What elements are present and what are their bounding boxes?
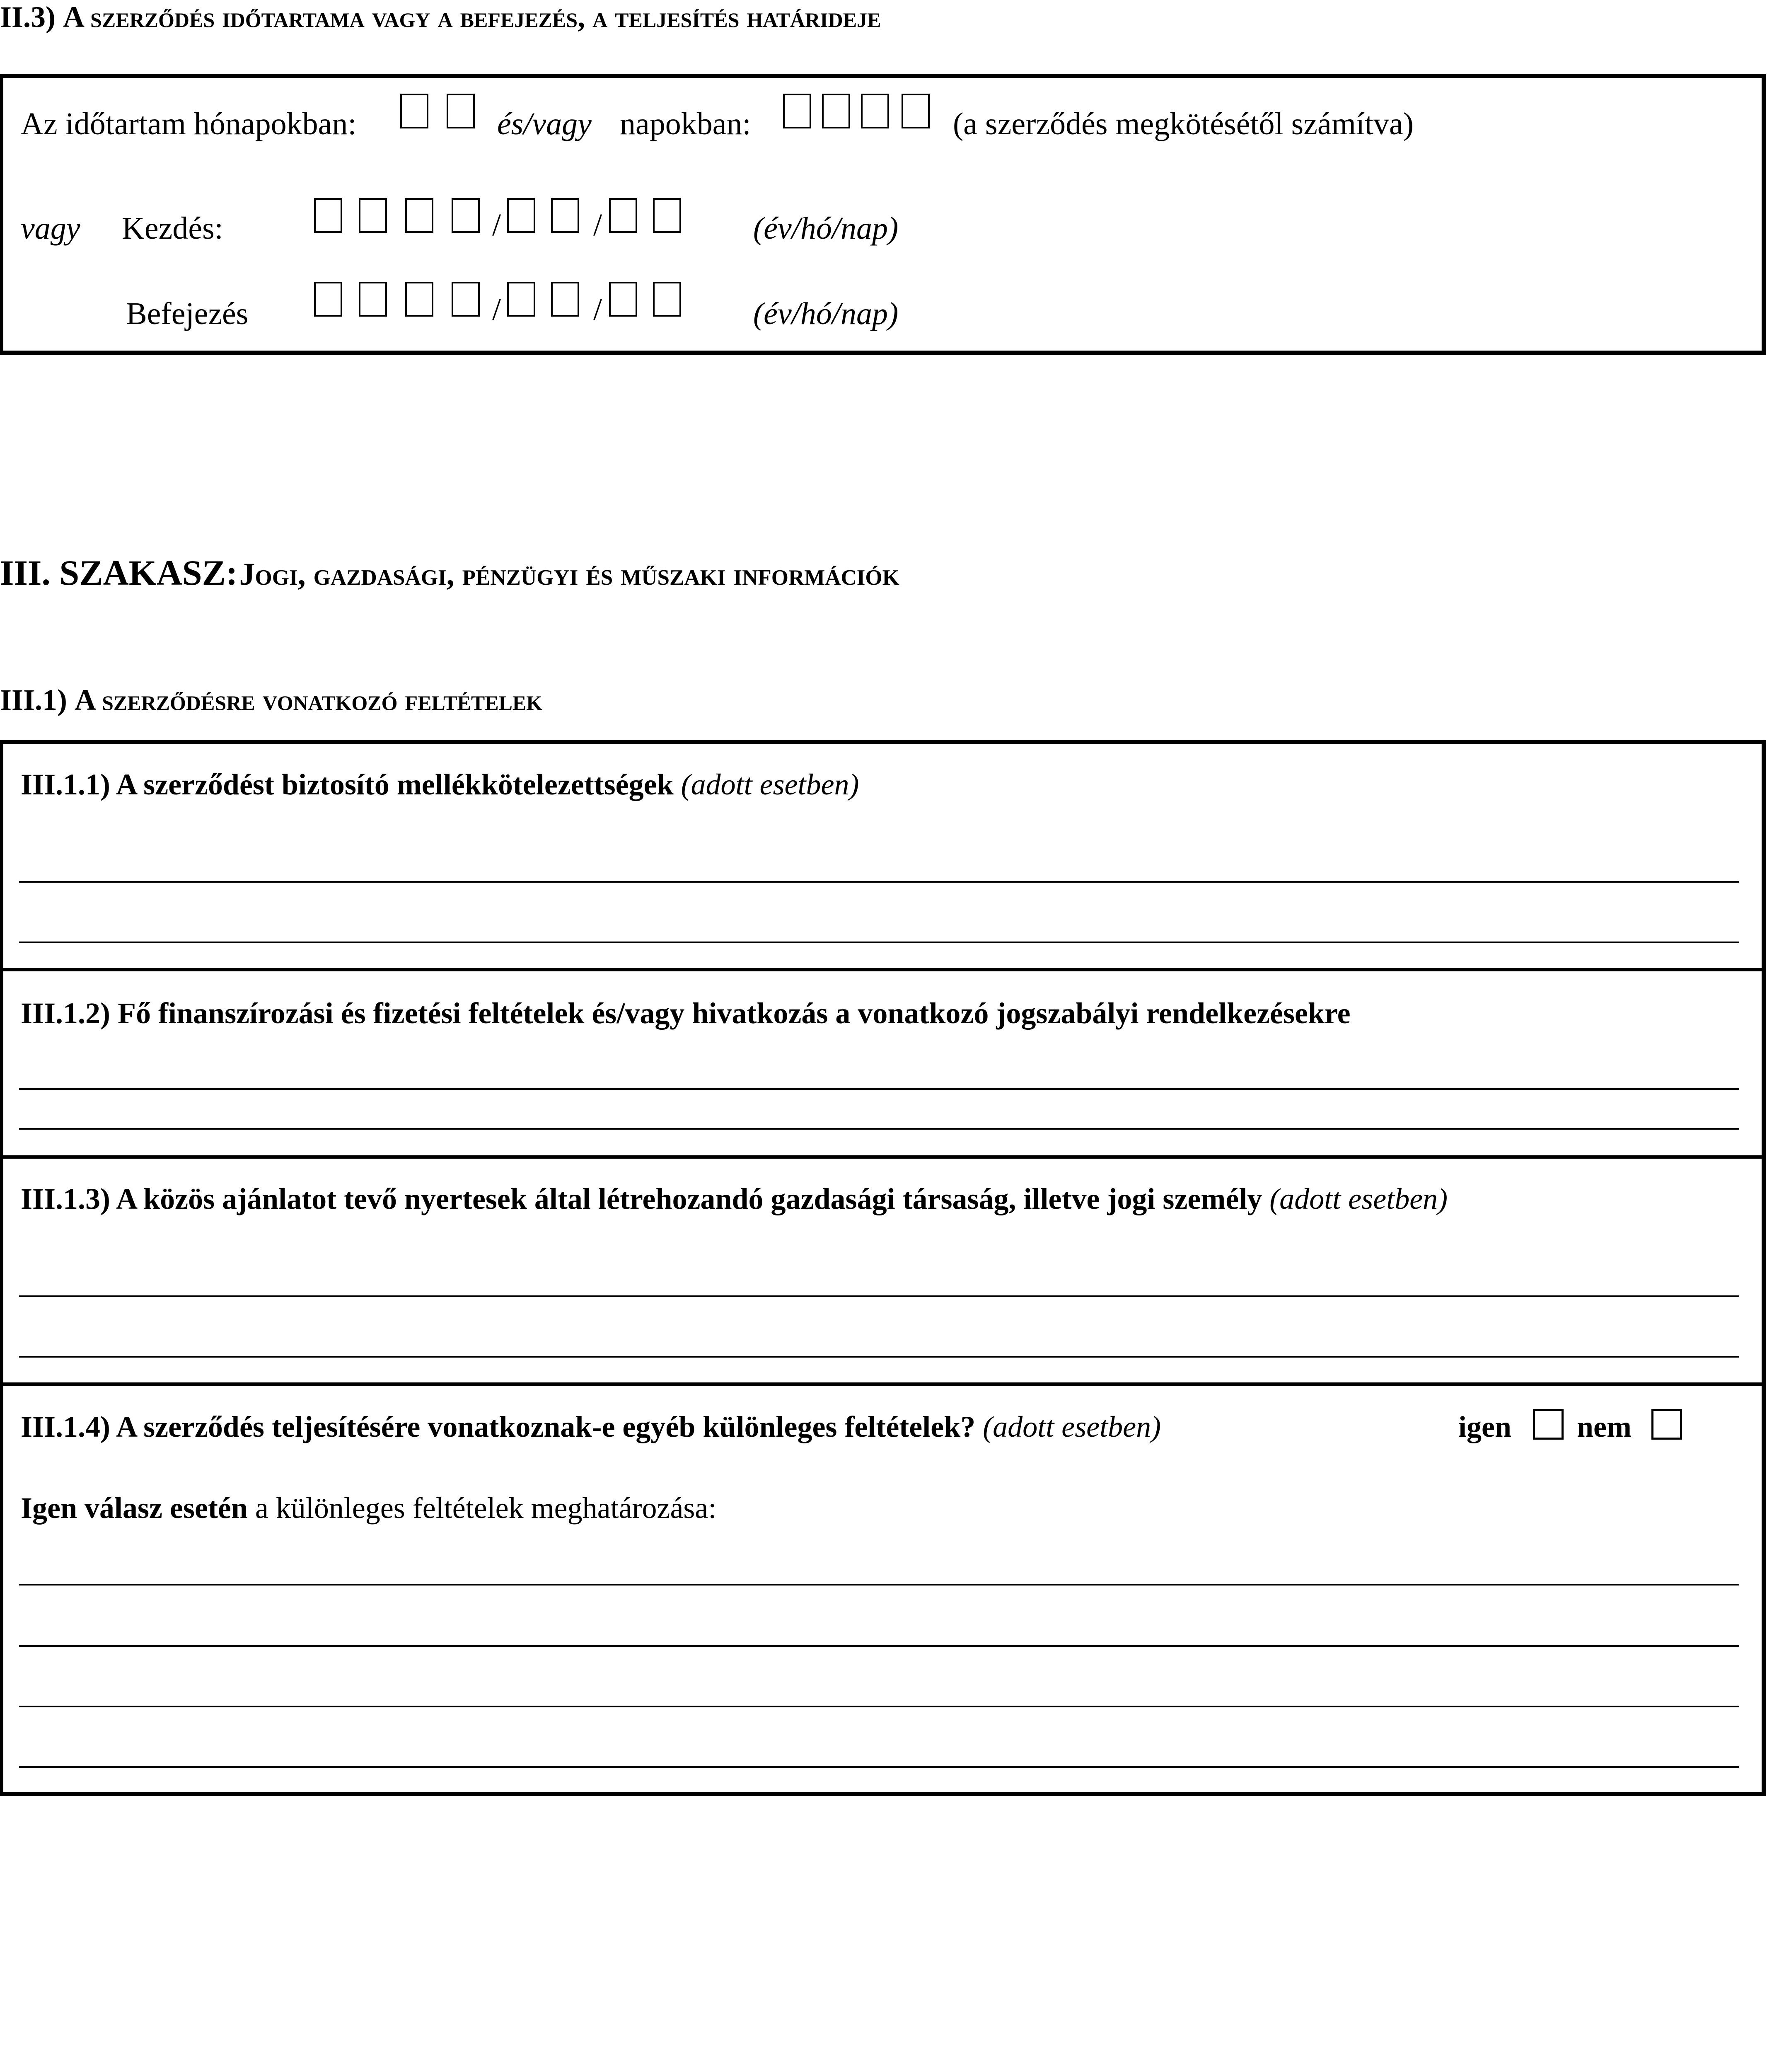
section-divider-2 [0, 1155, 1766, 1159]
answer-line[interactable] [19, 1584, 1739, 1585]
start-year-box-3[interactable] [405, 198, 433, 233]
section-iii1-prefix: III.1) [0, 683, 68, 716]
days-digit-box-3[interactable] [861, 94, 889, 128]
answer-line[interactable] [19, 1706, 1739, 1707]
duration-days-label: napokban: [620, 107, 751, 141]
start-slash-1: / [492, 208, 501, 242]
start-day-box-2[interactable] [653, 198, 681, 233]
answer-line[interactable] [19, 1128, 1739, 1130]
section-iii1-title: A szerződésre vonatkozó feltételek [75, 683, 543, 716]
end-day-box-2[interactable] [653, 282, 681, 317]
followup-bold: Igen válasz esetén [21, 1491, 248, 1525]
end-month-box-2[interactable] [551, 282, 579, 317]
question-iii12-label: III.1.2) Fő finanszírozási és fizetési feltételek és/vagy hivatkozás a vonatkozó jogszabályi rendelkezésekre [21, 997, 1351, 1030]
yes-label: igen [1458, 1410, 1512, 1443]
section-ii3-title: A szerződés időtartama vagy a befejezés, a teljesítés határideje [63, 0, 881, 34]
section-ii3-heading [0, 0, 881, 34]
question-iii11 [21, 767, 859, 802]
section-divider-1 [0, 968, 1766, 971]
end-day-box-1[interactable] [609, 282, 637, 317]
no-label: nem [1577, 1410, 1632, 1443]
end-year-box-3[interactable] [405, 282, 433, 317]
start-day-box-1[interactable] [609, 198, 637, 233]
end-year-box-4[interactable] [452, 282, 480, 317]
followup-instruction [21, 1491, 716, 1525]
question-iii14-note: (adott esetben) [983, 1410, 1161, 1443]
section-ii3-number: II.3) [0, 0, 56, 34]
months-digit-box-1[interactable] [400, 94, 428, 128]
answer-line[interactable] [19, 881, 1739, 883]
question-iii13 [21, 1182, 1448, 1216]
section-iii1-heading [0, 683, 542, 717]
question-iii13-note: (adott esetben) [1269, 1182, 1448, 1215]
section-iii-prefix: III. SZAKASZ: [0, 553, 238, 593]
start-year-box-2[interactable] [359, 198, 387, 233]
answer-line[interactable] [19, 1356, 1739, 1358]
start-month-box-2[interactable] [551, 198, 579, 233]
start-month-box-1[interactable] [507, 198, 535, 233]
end-year-box-1[interactable] [314, 282, 342, 317]
question-iii11-label: III.1.1) A szerződést biztosító mellékkötelezettségek [21, 768, 674, 801]
contract-conditions-box [0, 740, 1766, 1796]
duration-note: (a szerződés megkötésétől számítva) [953, 107, 1414, 141]
start-slash-2: / [593, 208, 602, 242]
end-label: Befejezés [126, 296, 249, 331]
followup-rest: a különleges feltételek meghatározása: [255, 1491, 717, 1525]
no-checkbox[interactable] [1651, 1409, 1682, 1440]
start-label: Kezdés: [122, 211, 223, 246]
months-digit-box-2[interactable] [447, 94, 475, 128]
section-iii-heading [0, 552, 899, 593]
days-digit-box-2[interactable] [822, 94, 850, 128]
answer-line[interactable] [19, 1295, 1739, 1297]
start-date-format: (év/hó/nap) [753, 211, 899, 246]
question-iii11-note: (adott esetben) [681, 768, 859, 801]
days-digit-box-1[interactable] [783, 94, 811, 128]
answer-line[interactable] [19, 1088, 1739, 1090]
question-iii14 [21, 1410, 1161, 1444]
answer-line[interactable] [19, 1645, 1739, 1647]
duration-months-label: Az időtartam hónapokban: [21, 107, 357, 141]
section-divider-3 [0, 1382, 1766, 1386]
start-year-box-1[interactable] [314, 198, 342, 233]
end-month-box-1[interactable] [507, 282, 535, 317]
question-iii13-label: III.1.3) A közös ajánlatot tevő nyertesek által létrehozandó gazdasági társaság, illetve jogi személy [21, 1182, 1262, 1215]
and-or-connector: és/vagy [497, 107, 592, 141]
end-slash-2: / [593, 292, 602, 327]
section-iii-title: Jogi, gazdasági, pénzügyi és műszaki információk [239, 557, 899, 592]
question-iii14-label: III.1.4) A szerződés teljesítésére vonatkoznak-e egyéb különleges feltételek? [21, 1410, 976, 1443]
answer-line[interactable] [19, 942, 1739, 943]
end-date-format: (év/hó/nap) [753, 296, 899, 331]
or-prefix: vagy [21, 211, 80, 246]
end-year-box-2[interactable] [359, 282, 387, 317]
yes-checkbox[interactable] [1533, 1409, 1564, 1440]
answer-line[interactable] [19, 1766, 1739, 1768]
days-digit-box-4[interactable] [902, 94, 930, 128]
end-slash-1: / [492, 292, 501, 327]
start-year-box-4[interactable] [452, 198, 480, 233]
